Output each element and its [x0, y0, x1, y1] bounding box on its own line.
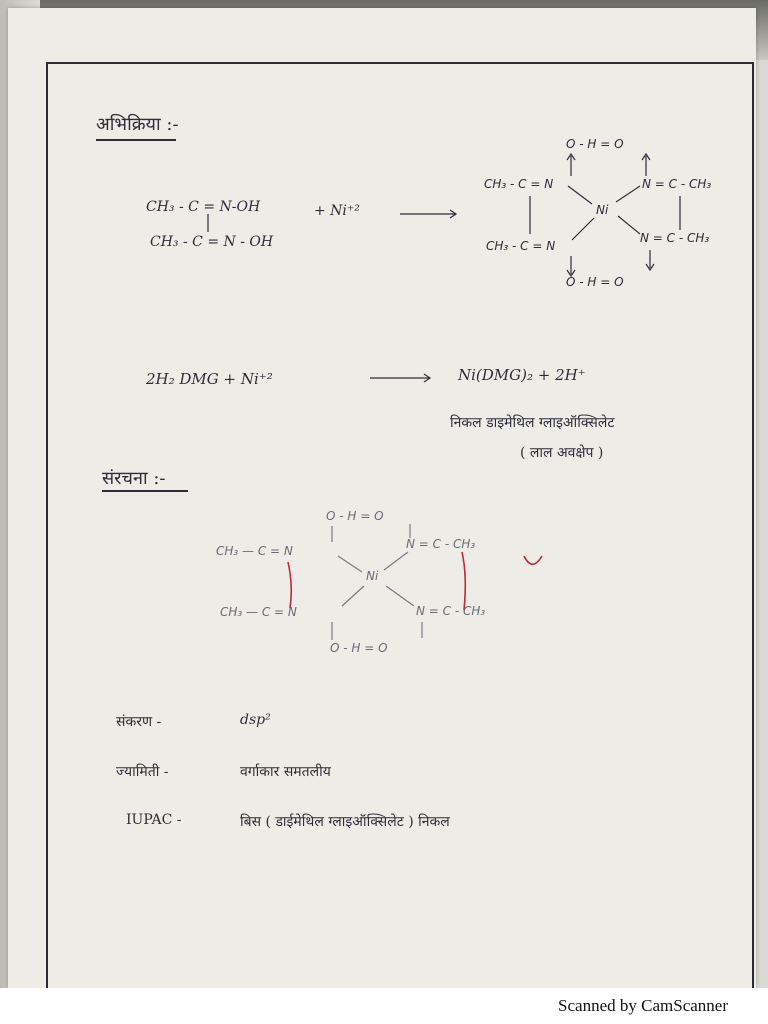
- structure-left-bottom: CH₃ — C = N: [220, 605, 297, 619]
- structure-coord-4: [386, 586, 414, 606]
- product-oh-top: O - H = O: [566, 137, 624, 151]
- plus-nickel-ion: + Ni⁺²: [314, 203, 360, 219]
- product-left-bottom: CH₃ - C = N: [486, 239, 556, 253]
- red-bond-left: [288, 562, 291, 608]
- structure-left-top: CH₃ — C = N: [216, 544, 293, 558]
- product-complex: [484, 137, 711, 289]
- property-value-geometry: वर्गाकार समतलीय: [240, 764, 331, 780]
- structure-oh-bottom: O - H = O: [330, 641, 388, 655]
- product-name: निकल डाइमेथिल ग्लाइऑक्सिलेट: [450, 415, 615, 431]
- heading-structure: संरचना :-: [102, 468, 166, 489]
- property-label-iupac: IUPAC -: [126, 812, 182, 828]
- property-label-hybridization: संकरण -: [116, 714, 162, 730]
- red-bond-right: [462, 552, 465, 610]
- property-label-geometry: ज्यामिती -: [116, 764, 169, 780]
- structure-oh-top: O - H = O: [326, 509, 384, 523]
- coord-arrow-4: [618, 216, 640, 234]
- product-nickel: Ni: [596, 203, 609, 217]
- equation-rhs: Ni(DMG)₂ + 2H⁺: [458, 366, 586, 384]
- product-right-bottom: N = C - CH₃: [640, 231, 710, 245]
- dmg-line-2: CH₃ - C = N - OH: [150, 234, 274, 250]
- product-left-top: CH₃ - C = N: [484, 177, 554, 191]
- structure-coord-3: [342, 586, 364, 606]
- equation-lhs: 2H₂ DMG + Ni⁺²: [146, 370, 273, 388]
- coord-arrow-1: [568, 186, 592, 204]
- red-mark: [524, 556, 542, 564]
- dmg-line-1: CH₃ - C = N-OH: [146, 199, 261, 215]
- scanner-caption: Scanned by CamScanner: [558, 996, 728, 1015]
- coord-arrow-3: [572, 218, 594, 240]
- property-value-iupac: बिस ( डाईमेथिल ग्लाइऑक्सिलेट ) निकल: [240, 814, 450, 830]
- structure-coord-1: [338, 556, 362, 572]
- heading-reaction: अभिक्रिया :-: [96, 114, 179, 135]
- product-right-top: N = C - CH₃: [642, 177, 712, 191]
- product-oh-bottom: O - H = O: [566, 275, 624, 289]
- structure-nickel: Ni: [366, 569, 379, 583]
- structure-coord-2: [384, 552, 408, 570]
- property-value-hybridization: dsp²: [240, 712, 271, 728]
- structure-right-bottom: N = C - CH₃: [416, 604, 486, 618]
- structure-complex: [216, 509, 542, 655]
- coord-arrow-2: [616, 186, 640, 202]
- precipitate-note: ( लाल अवक्षेप ): [520, 445, 604, 461]
- structure-right-top: N = C - CH₃: [406, 537, 476, 551]
